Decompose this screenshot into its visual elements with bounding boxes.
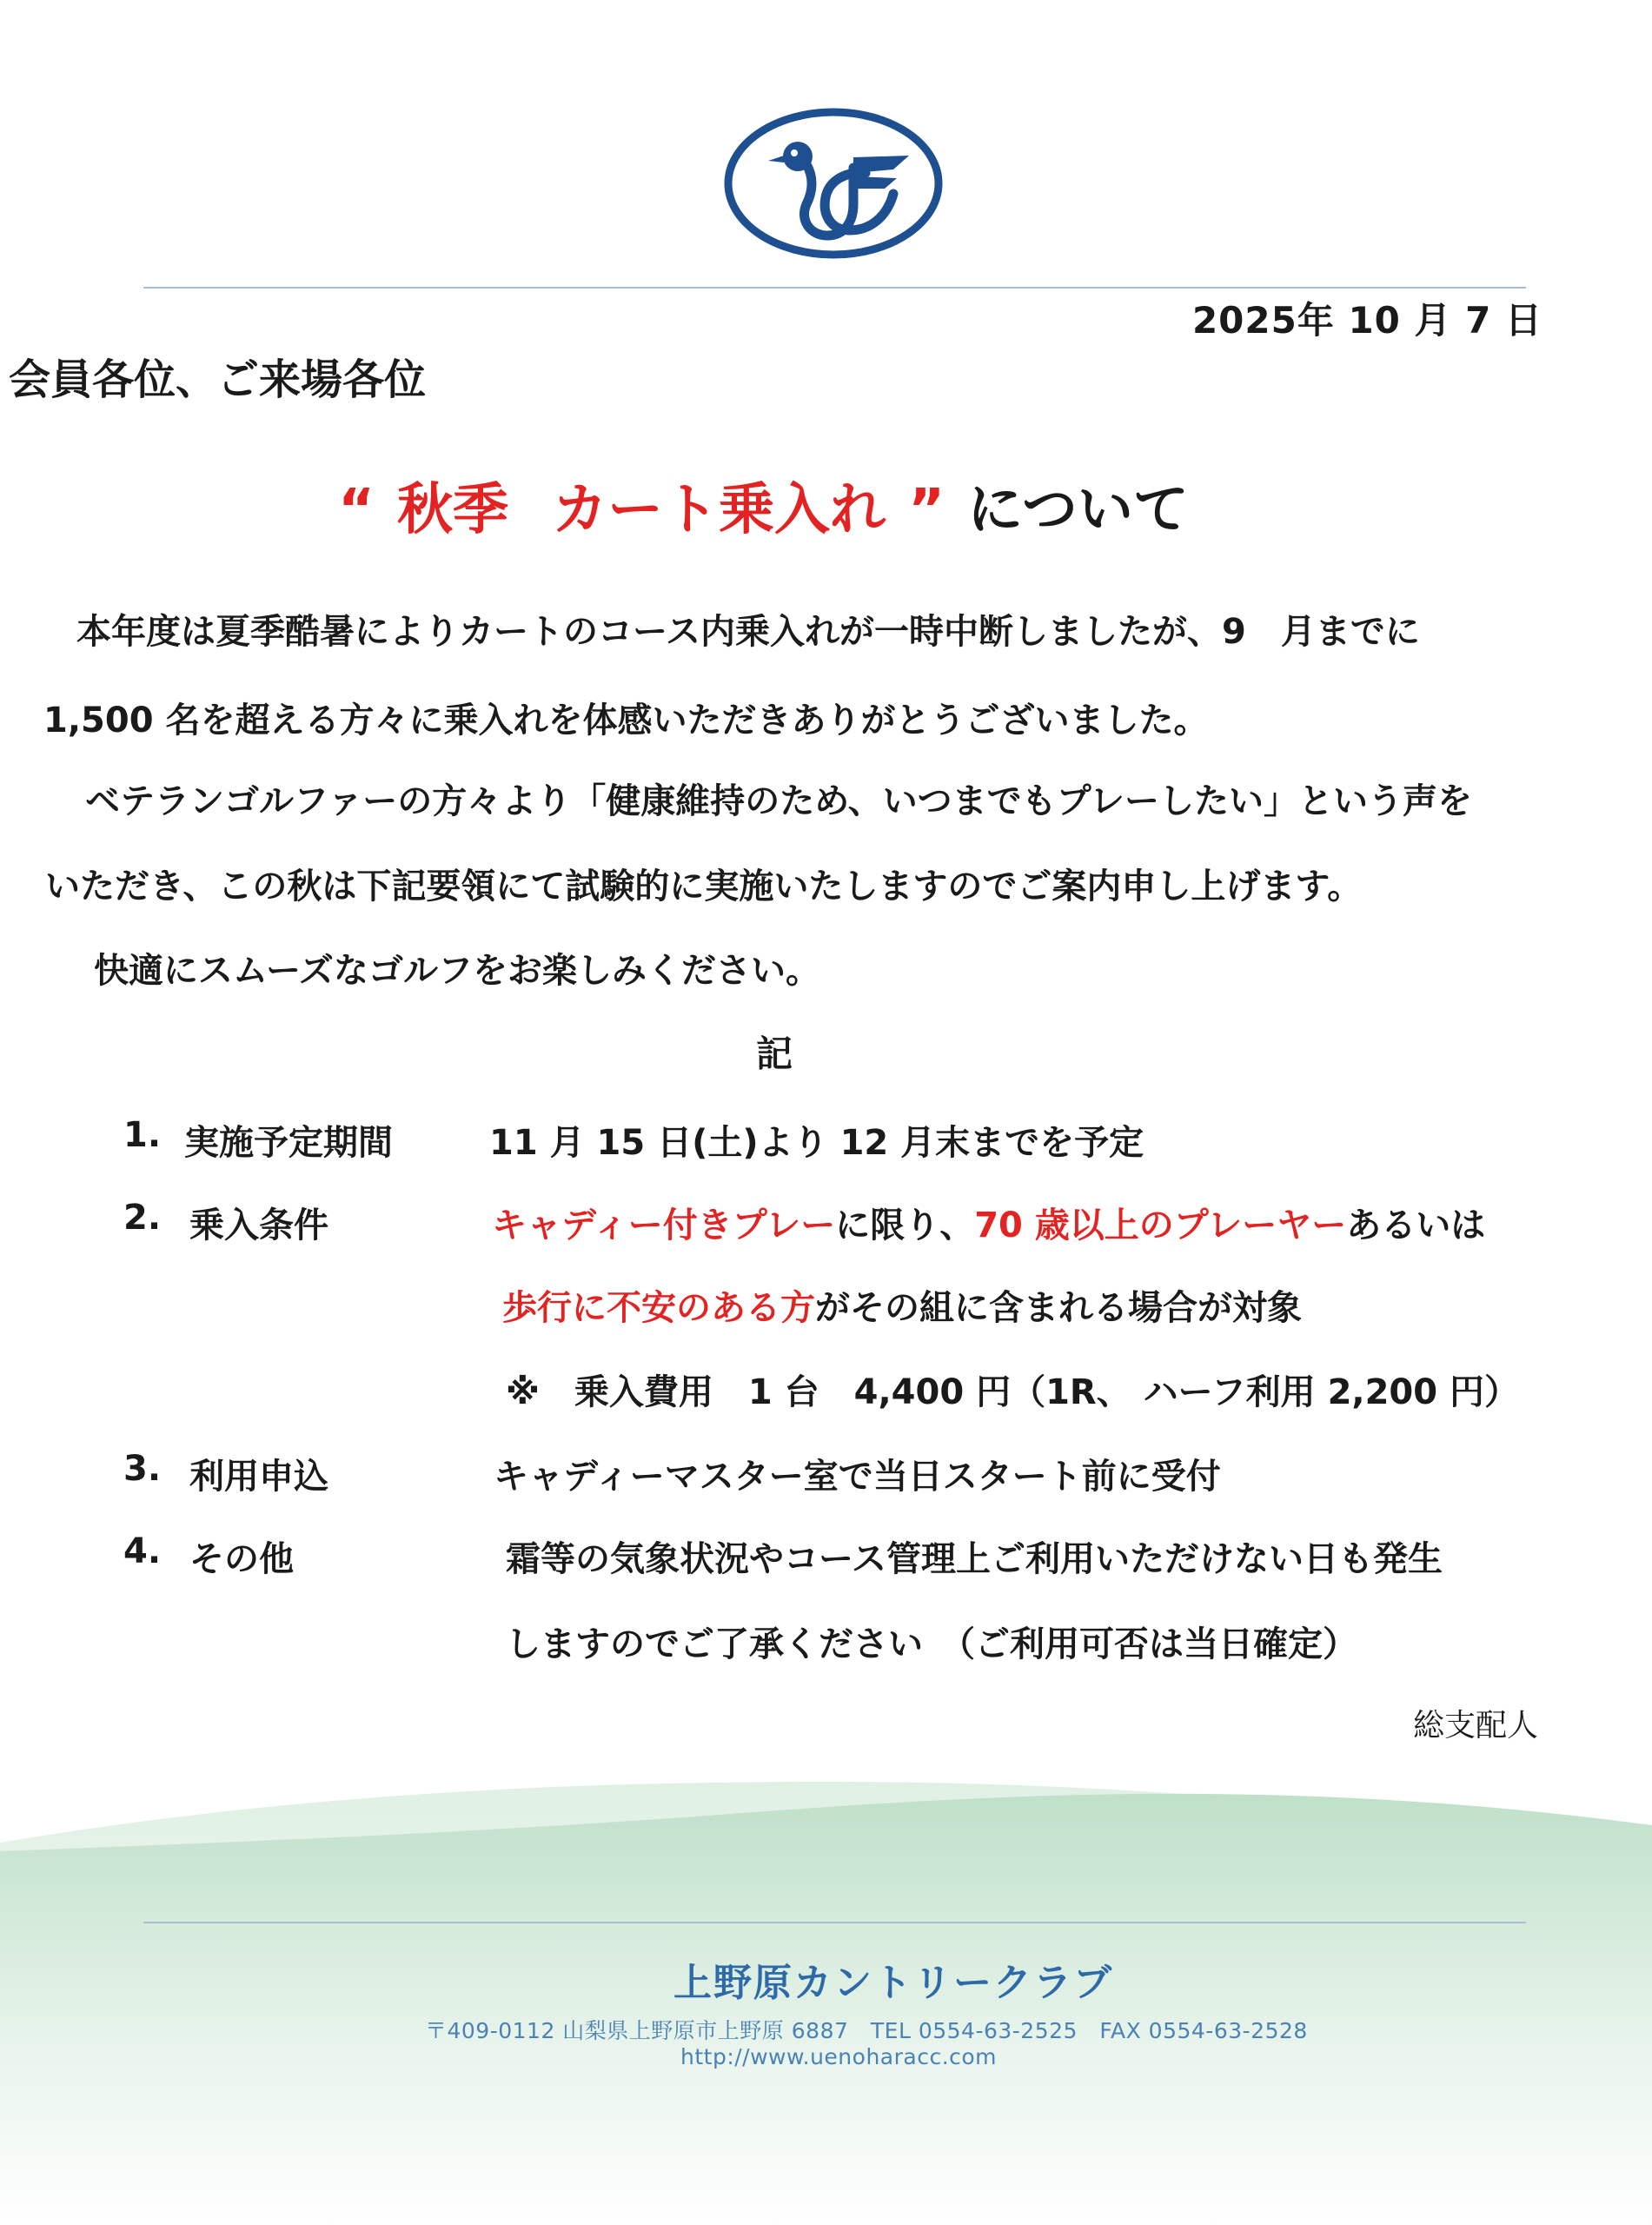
ki-heading: 記: [756, 1033, 793, 1075]
item-2-line-2: [502, 1280, 1302, 1330]
issue-date: 2025年 10 月 7 日: [1191, 299, 1543, 342]
title-subject: カート乗入れ: [552, 478, 886, 542]
condition-or: あるいは: [1346, 1205, 1486, 1245]
item-3-text: キャディーマスター室で当日スタート前に受付: [494, 1457, 1221, 1497]
paragraph-1-line-2: 1,500 名を超える方々に乗入れを体感いただきありがとうございました。: [43, 701, 1209, 741]
item-4-line-2: しますのでご了承ください （ご利用可否は当日確定）: [506, 1624, 1357, 1664]
item-1-text: 11 月 15 日(土)より 12 月末までを予定: [489, 1123, 1144, 1163]
title-open-quote: “: [338, 478, 375, 542]
item-4-number: 4.: [123, 1531, 162, 1571]
item-1-label: 実施予定期間: [184, 1123, 393, 1163]
notice-title: [315, 465, 1189, 545]
header-divider: [143, 287, 1526, 289]
item-4-line-1: 霜等の気象状況やコース管理上ご利用いただけない日も発生: [506, 1539, 1443, 1579]
title-season: 秋季: [397, 478, 509, 542]
paragraph-3-line-1: 快適にスムーズなゴルフをお楽しみください。: [94, 951, 820, 991]
item-2-label: 乗入条件: [189, 1205, 328, 1245]
footer-divider: [143, 1922, 1526, 1923]
item-2-line-1: [492, 1198, 1485, 1247]
condition-walking: 歩行に不安のある方: [502, 1288, 815, 1328]
item-3-label: 利用申込: [189, 1457, 328, 1497]
item-2-number: 2.: [123, 1198, 162, 1238]
club-url: http://www.uenoharacc.com: [680, 2044, 998, 2069]
paragraph-2-line-1: ベテランゴルファーの方々より「健康維持のため、いつまでもプレーしたい」という声を: [85, 781, 1472, 821]
condition-caddie: キャディー付きプレー: [492, 1205, 836, 1245]
salutation: 会員各位、ご来場各位: [9, 355, 427, 404]
title-close-quote: ”: [908, 478, 945, 542]
paragraph-2-line-2: いただき、この秋は下記要領にて試験的に実施いたしますのでご案内申し上げます。: [45, 867, 1363, 907]
swan-emblem-icon: [723, 107, 944, 260]
condition-target: がその組に含まれる場合が対象: [815, 1288, 1302, 1328]
condition-connector: に限り、: [835, 1205, 975, 1245]
title-suffix: について: [967, 478, 1189, 542]
item-3-number: 3.: [123, 1449, 162, 1489]
club-name: 上野原カントリークラブ: [673, 1961, 1113, 2005]
paragraph-1-line-1: 本年度は夏季酷暑によりカートのコース内乗入れが一時中断しましたが、9 月までに: [76, 612, 1420, 652]
club-address: 〒409-0112 山梨県上野原市上野原 6887 TEL 0554-63-2525 FAX 0554-63-2528: [425, 2018, 1308, 2043]
item-2-fee-note: ※ 乗入費用 1 台 4,400 円（1R、 ハーフ利用 2,200 円）: [506, 1372, 1520, 1412]
item-1-number: 1.: [123, 1115, 162, 1155]
item-4-label: その他: [189, 1539, 294, 1579]
condition-age: 70 歳以上のプレーヤー: [974, 1205, 1347, 1245]
signer: 総支配人: [1412, 1708, 1538, 1743]
